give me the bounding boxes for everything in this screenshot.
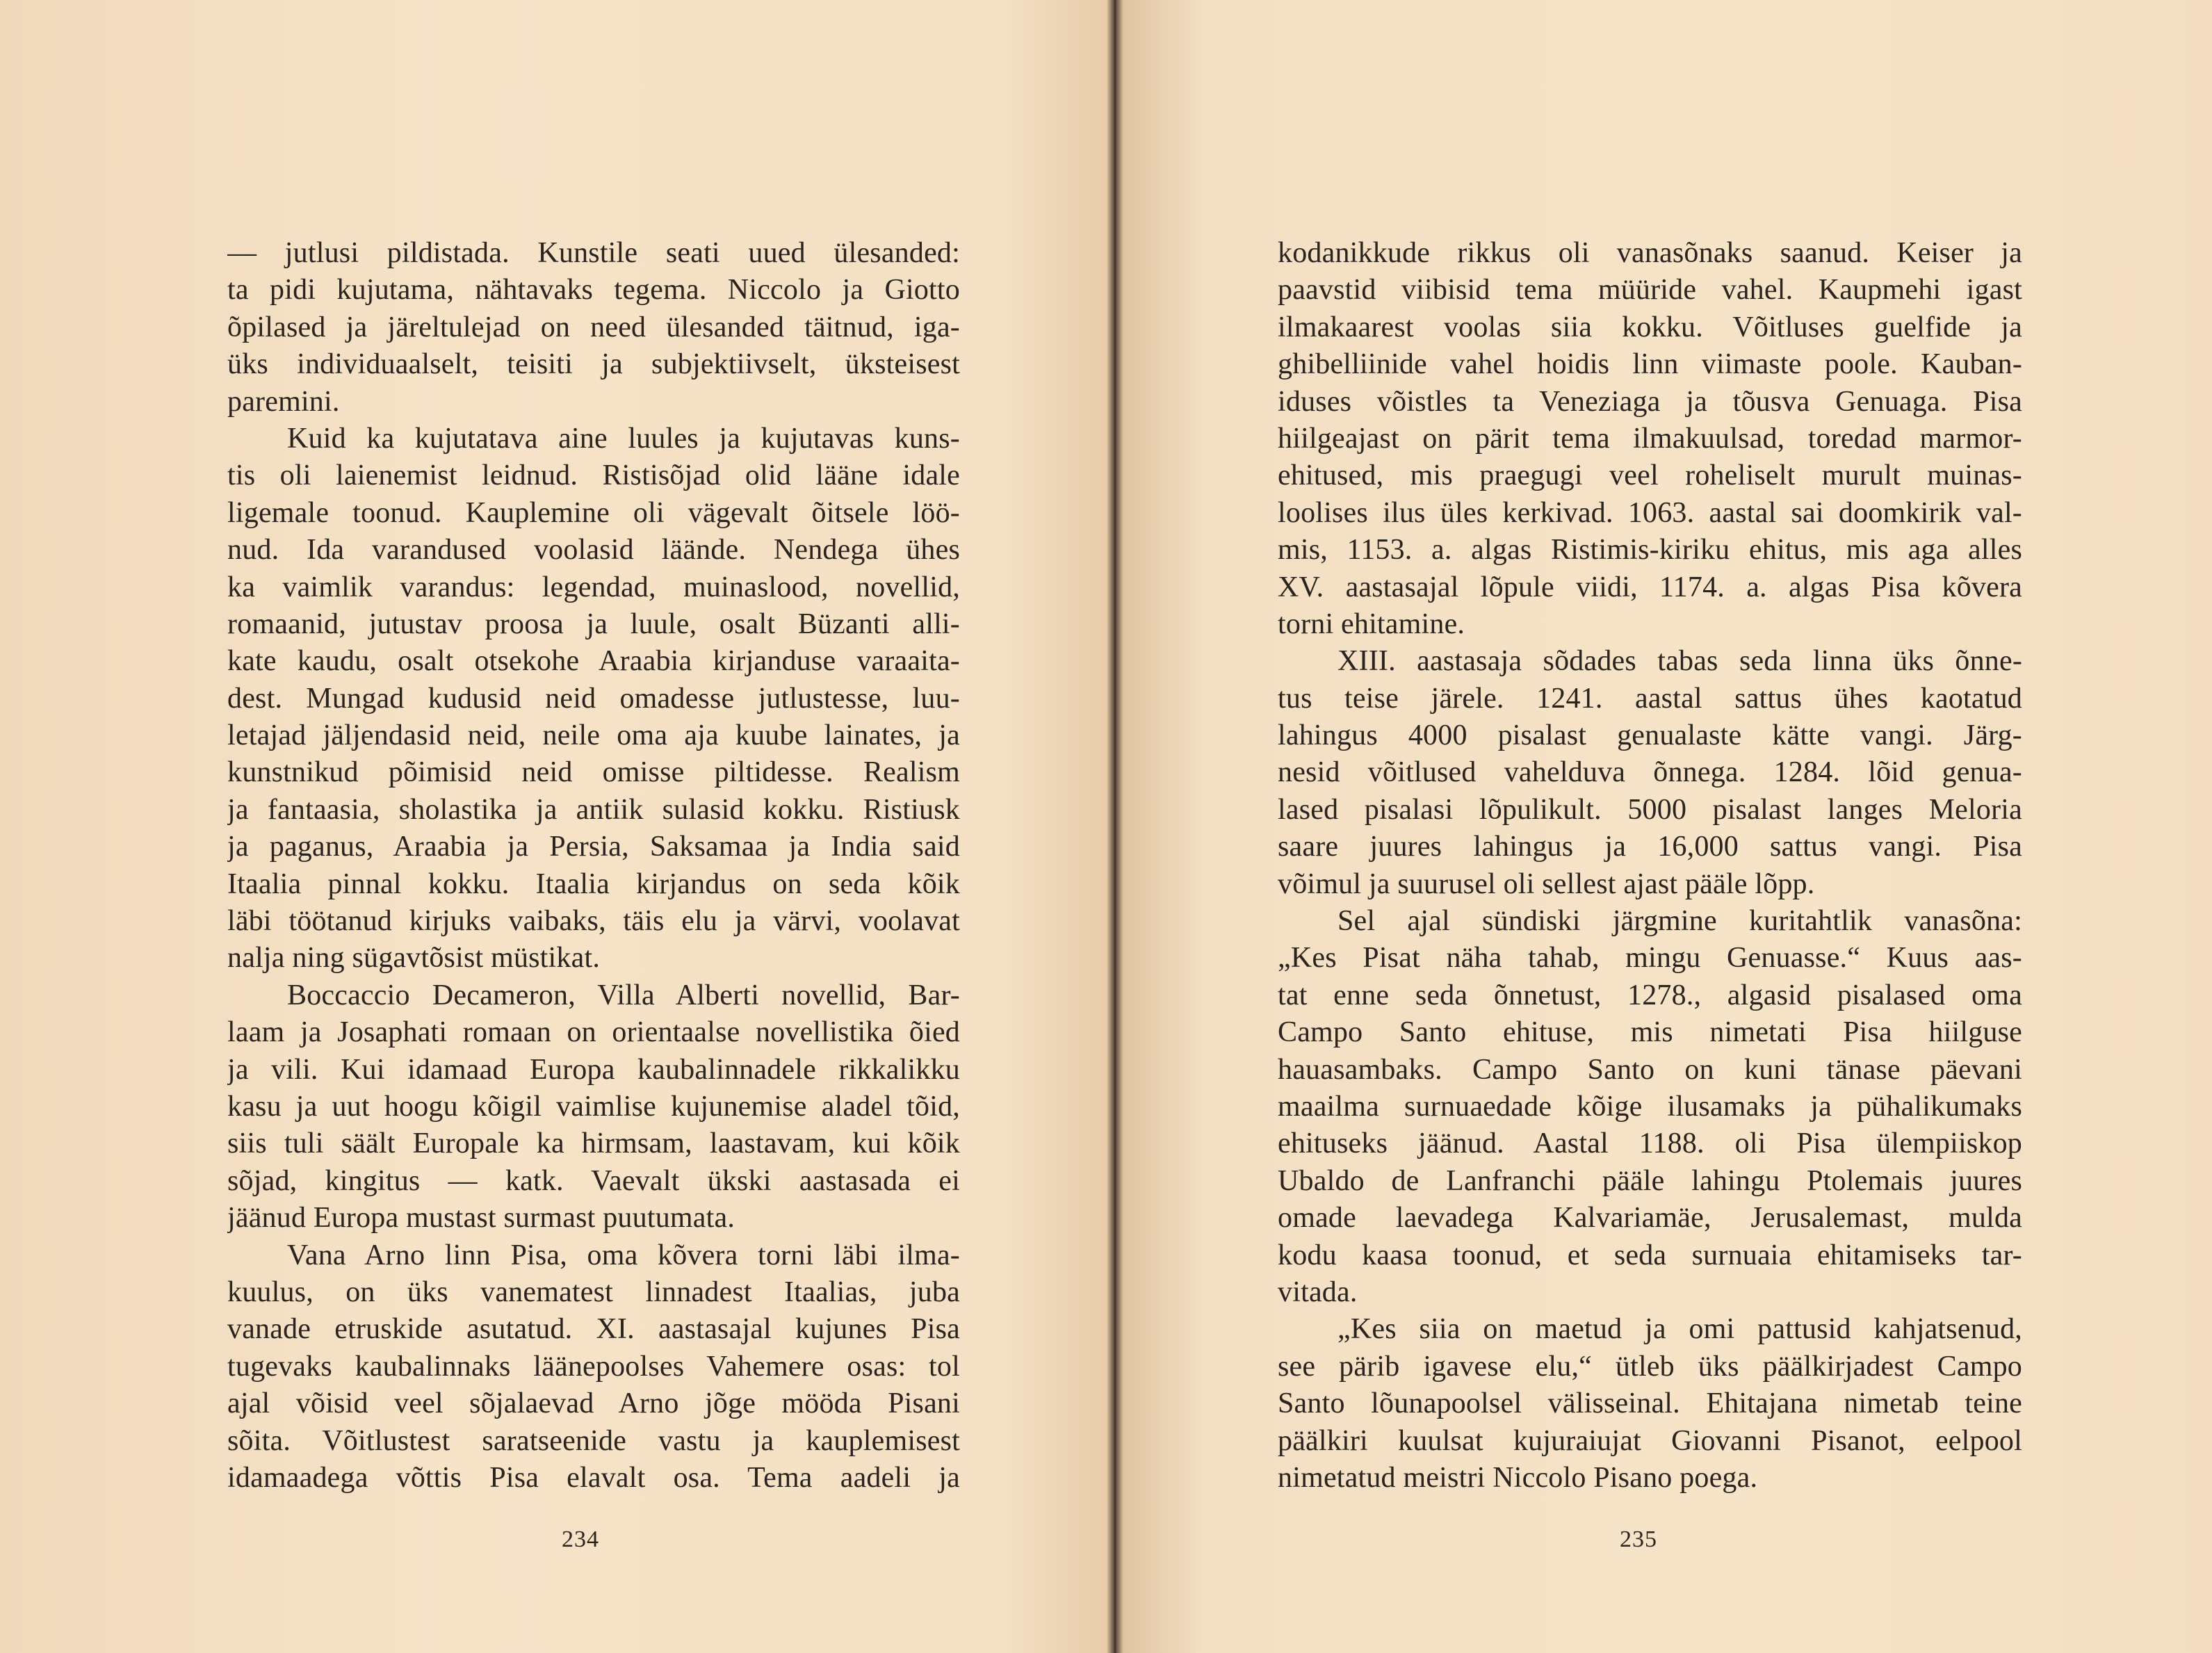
text-line: kunstnikud põimisid neid omisse piltidesse. Realism	[227, 756, 960, 789]
text-line: idamaadega võttis Pisa elavalt osa. Tema aadeli ja	[227, 1461, 960, 1494]
text-line: torni ehitamine.	[1278, 608, 1465, 640]
text-line: hiilgeajast on pärit tema ilmakuulsad, toredad marmor-	[1278, 422, 2022, 455]
text-line: ka vaimlik varandus: legendad, muinaslood, novellid,	[227, 571, 960, 603]
text-line: jäänud Europa mustast surmast puutumata.	[227, 1202, 735, 1235]
text-line: mis, 1153. a. algas Ristimis-kiriku ehitus, mis aga alles	[1278, 534, 2022, 567]
right-page-text	[1278, 235, 2022, 1497]
text-line: ja paganus, Araabia ja Persia, Saksamaa ja India said	[227, 831, 960, 863]
text-line: loolises ilus üles kerkivad. 1063. aastal sai doomkirik val-	[1278, 496, 2022, 529]
text-line: nalja ning sügavtõsist müstikat.	[227, 942, 601, 975]
text-line: nesid võitlused vahelduva õnnega. 1284. lõid genua-	[1278, 756, 2022, 789]
text-line: võimul ja suurusel oli sellest ajast pääle lõpp.	[1278, 868, 1815, 900]
text-line: nud. Ida varandused voolasid läände. Nendega ühes	[227, 534, 960, 567]
text-line: ghibelliinide vahel hoidis linn viimaste poole. Kauban-	[1278, 348, 2022, 381]
page-number-right: 235	[1620, 1526, 1657, 1552]
book-gutter	[1107, 0, 1123, 1653]
text-line: kodanikkude rikkus oli vanasõnaks saanud. Keiser ja	[1278, 237, 2022, 269]
text-line: ja fantaasia, sholastika ja antiik sulasid kokku. Ristiusk	[227, 793, 960, 826]
page-number-left: 234	[562, 1526, 599, 1552]
text-line: hauasambaks. Campo Santo on kuni tänase päevani	[1278, 1053, 2022, 1086]
text-line: „Kes Pisat näha tahab, mingu Genuasse.“ Kuus aas-	[1278, 942, 2022, 975]
text-line: XIII. aastasaja sõdades tabas seda linna üks õnne-	[1337, 645, 2022, 678]
text-line: saare juures lahingus ja 16,000 sattus vangi. Pisa	[1278, 831, 2022, 863]
text-line: Itaalia pinnal kokku. Itaalia kirjandus on seda kõik	[227, 868, 960, 900]
text-line: XV. aastasajal lõpule viidi, 1174. a. algas Pisa kõvera	[1278, 571, 2022, 603]
text-line: romaanid, jutustav proosa ja luule, osalt Büzanti alli-	[227, 608, 960, 640]
text-line: sõita. Võitlustest saratseenide vastu ja kauplemisest	[227, 1424, 960, 1457]
text-line: kasu ja uut hoogu kõigil vaimlise kujunemise aladel tõid,	[227, 1090, 960, 1123]
text-line: dest. Mungad kudusid neid omadesse jutlustesse, luu-	[227, 682, 960, 715]
text-line: omade laevadega Kalvariamäe, Jerusalemast, mulda	[1278, 1202, 2022, 1235]
text-line: Campo Santo ehituse, mis nimetati Pisa hiilguse	[1278, 1016, 2022, 1049]
text-line: „Kes siia on maetud ja omi pattusid kahjatsenud,	[1337, 1313, 2022, 1346]
text-line: maailma surnuaedade kõige ilusamaks ja pühalikumaks	[1278, 1090, 2022, 1123]
text-line: õpilased ja järeltulejad on need ülesanded täitnud, iga-	[227, 311, 960, 343]
text-line: paremini.	[227, 385, 340, 418]
text-line: ehituseks jäänud. Aastal 1188. oli Pisa ülempiiskop	[1278, 1127, 2022, 1160]
text-line: vanade etruskide asutatud. XI. aastasajal kujunes Pisa	[227, 1313, 960, 1346]
text-line: kodu kaasa toonud, et seda surnuaia ehitamiseks tar-	[1278, 1239, 2022, 1271]
text-line: laam ja Josaphati romaan on orientaalse novellistika õied	[227, 1016, 960, 1049]
text-line: Ubaldo de Lanfranchi pääle lahingu Ptolemais juures	[1278, 1164, 2022, 1197]
text-line: kuulus, on üks vanematest linnadest Itaalias, juba	[227, 1276, 960, 1308]
text-line: sõjad, kingitus — katk. Vaevalt ükski aastasada ei	[227, 1164, 960, 1197]
text-line: Boccaccio Decameron, Villa Alberti novellid, Bar-	[287, 979, 960, 1011]
text-line: Santo lõunapoolsel välisseinal. Ehitajana nimetab teine	[1278, 1387, 2022, 1420]
text-line: paavstid viibisid tema müüride vahel. Kaupmehi igast	[1278, 274, 2022, 307]
text-line: Vana Arno linn Pisa, oma kõvera torni läbi ilma-	[287, 1239, 960, 1271]
text-line: ehitused, mis praegugi veel roheliselt murult muinas-	[1278, 459, 2022, 492]
text-line: tat enne seda õnnetust, 1278., algasid pisalased oma	[1278, 979, 2022, 1011]
text-line: siis tuli säält Europale ka hirmsam, laastavam, kui kõik	[227, 1127, 960, 1160]
text-line: ajal võisid veel sõjalaevad Arno jõge mööda Pisani	[227, 1387, 960, 1420]
text-line: läbi töötanud kirjuks vaibaks, täis elu ja värvi, voolavat	[227, 905, 960, 938]
text-line: Sel ajal sündiski järgmine kuritahtlik vanasõna:	[1337, 905, 2022, 938]
text-line: see pärib igavese elu,“ ütleb üks päälkirjadest Campo	[1278, 1350, 2022, 1383]
text-line: tis oli laienemist leidnud. Ristisõjad olid lääne idale	[227, 459, 960, 492]
text-line: tus teise järele. 1241. aastal sattus ühes kaotatud	[1278, 682, 2022, 715]
text-line: iduses võistles ta Veneziaga ja tõusva Genuaga. Pisa	[1278, 385, 2022, 418]
text-line: nimetatud meistri Niccolo Pisano poega.	[1278, 1461, 1758, 1494]
text-line: ja vili. Kui idamaad Europa kaubalinnadele rikkalikku	[227, 1053, 960, 1086]
text-line: ta pidi kujutama, nähtavaks tegema. Niccolo ja Giotto	[227, 274, 960, 307]
text-line: ligemale toonud. Kauplemine oli vägevalt õitsele löö-	[227, 496, 960, 529]
text-line: lased pisalasi lõpulikult. 5000 pisalast langes Meloria	[1278, 793, 2022, 826]
text-line: üks individuaalselt, teisiti ja subjektiivselt, üksteisest	[227, 348, 960, 381]
text-line: lahingus 4000 pisalast genualaste kätte vangi. Järg-	[1278, 719, 2022, 752]
text-line: — jutlusi pildistada. Kunstile seati uued ülesanded:	[227, 237, 960, 269]
text-line: ilmakaarest voolas siia kokku. Võitluses guelfide ja	[1278, 311, 2022, 343]
text-line: kate kaudu, osalt otsekohe Araabia kirjanduse varaaita-	[227, 645, 960, 678]
text-line: vitada.	[1278, 1276, 1358, 1308]
left-page-text	[227, 235, 960, 1497]
text-line: Kuid ka kujutatava aine luules ja kujutavas kuns-	[287, 422, 960, 455]
text-line: tugevaks kaubalinnaks läänepoolses Vahemere osas: tol	[227, 1350, 960, 1383]
text-line: letajad jäljendasid neid, neile oma aja kuube lainates, ja	[227, 719, 960, 752]
text-line: päälkiri kuulsat kujuraiujat Giovanni Pisanot, eelpool	[1278, 1424, 2022, 1457]
